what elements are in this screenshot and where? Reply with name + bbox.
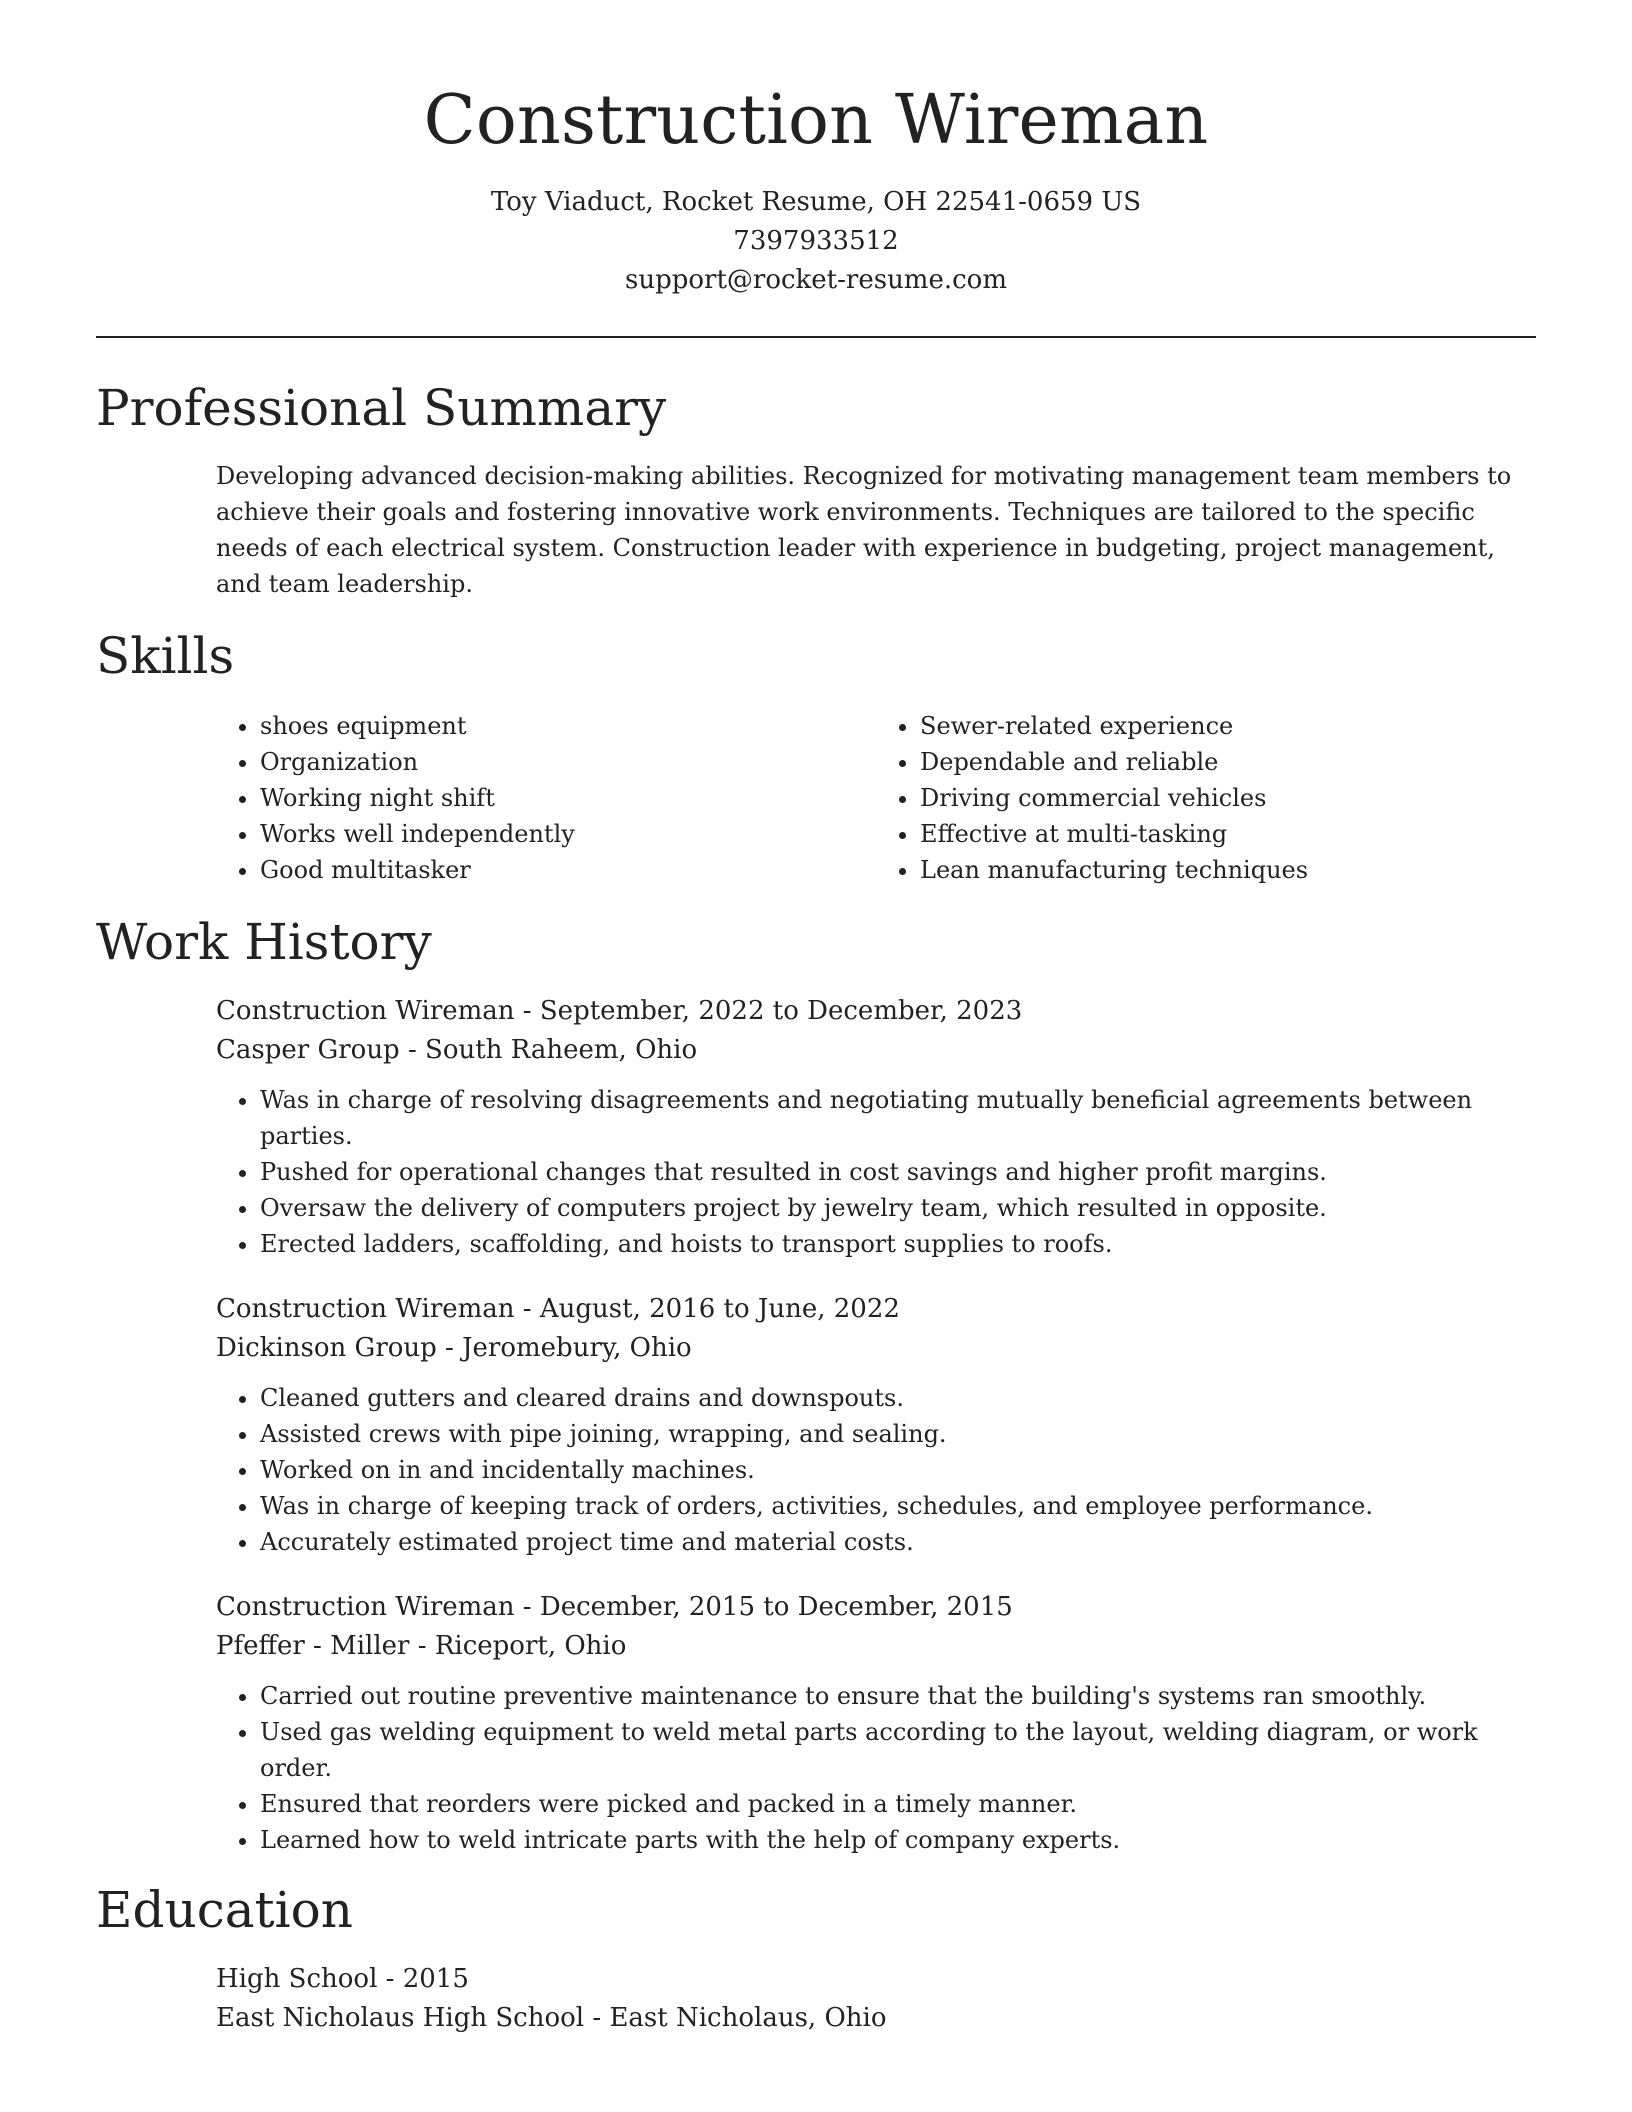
resume-header bbox=[96, 0, 1536, 300]
education-location: East Nicholaus, Ohio bbox=[609, 2002, 887, 2033]
contact-phone: 7397933512 bbox=[733, 225, 899, 256]
job-duty: • Oversaw the delivery of computers project by jewelry team, which resulted in opposite. bbox=[260, 1190, 1536, 1226]
job-duty: • Worked on in and incidentally machines. bbox=[260, 1452, 1536, 1488]
skills-title: Skills bbox=[96, 626, 235, 685]
education-school: East Nicholaus High School bbox=[216, 2002, 585, 2033]
separator: - bbox=[514, 995, 540, 1026]
job-duty: • Was in charge of resolving disagreements and negotiating mutually beneficial agreements between parties. bbox=[260, 1082, 1536, 1154]
job-company-line bbox=[216, 1329, 1536, 1368]
skills-section bbox=[96, 626, 1536, 888]
header-divider bbox=[96, 336, 1536, 338]
education-degree-line bbox=[216, 1960, 1536, 1999]
separator: - bbox=[409, 1630, 435, 1661]
job-duty: • Carried out routine preventive maintenance to ensure that the building's systems ran smoothly. bbox=[260, 1678, 1536, 1714]
separator: - bbox=[584, 2002, 610, 2033]
separator: - bbox=[514, 1591, 540, 1622]
job-duties-list bbox=[216, 1380, 1536, 1560]
job-duties-list bbox=[216, 1082, 1536, 1262]
job-role: Construction Wireman bbox=[216, 1591, 515, 1622]
job-duty: • Cleaned gutters and cleared drains and downspouts. bbox=[260, 1380, 1536, 1416]
job-title-line bbox=[216, 1290, 1536, 1329]
job-location: Riceport, Ohio bbox=[434, 1630, 627, 1661]
skill-item: • Driving commercial vehicles bbox=[920, 780, 1536, 816]
skill-item: • Good multitasker bbox=[260, 852, 876, 888]
job-location: South Raheem, Ohio bbox=[425, 1034, 698, 1065]
separator: - bbox=[399, 1034, 426, 1065]
work-history-section bbox=[96, 912, 1536, 1858]
job-entry bbox=[216, 1588, 1536, 1858]
separator: - bbox=[514, 1293, 540, 1324]
education-school-line bbox=[216, 1999, 1536, 2038]
skill-item: • Effective at multi-tasking bbox=[920, 816, 1536, 852]
job-company-line bbox=[216, 1627, 1536, 1666]
job-duties-list bbox=[216, 1678, 1536, 1858]
separator: - bbox=[436, 1332, 463, 1363]
job-role: Construction Wireman bbox=[216, 995, 515, 1026]
job-duty: • Erected ladders, scaffolding, and hoists to transport supplies to roofs. bbox=[260, 1226, 1536, 1262]
job-duty: • Pushed for operational changes that resulted in cost savings and higher profit margins. bbox=[260, 1154, 1536, 1190]
job-duty: • Was in charge of keeping track of orders, activities, schedules, and employee performance. bbox=[260, 1488, 1536, 1524]
job-duty: • Used gas welding equipment to weld metal parts according to the layout, welding diagram, or work order. bbox=[260, 1714, 1536, 1786]
job-company-line bbox=[216, 1031, 1536, 1070]
job-role: Construction Wireman bbox=[216, 1293, 515, 1324]
summary-title: Professional Summary bbox=[96, 378, 667, 437]
job-duty: • Accurately estimated project time and material costs. bbox=[260, 1524, 1536, 1560]
candidate-name: Construction Wireman bbox=[423, 81, 1209, 160]
job-title-line bbox=[216, 992, 1536, 1031]
job-company: Pfeffer - Miller bbox=[216, 1630, 410, 1661]
separator: - bbox=[377, 1963, 403, 1994]
skill-item: • Working night shift bbox=[260, 780, 876, 816]
summary-text: Developing advanced decision-making abilities. Recognized for motivating management team members to achieve their goals and fostering innovative work environments. Techniques are tailored to the specific needs of each electrical system. Construction leader with experience in budgeting, project management, and team leadership. bbox=[216, 461, 1512, 598]
job-entry bbox=[216, 992, 1536, 1262]
job-location: Jeromebury, Ohio bbox=[462, 1332, 692, 1363]
education-section bbox=[96, 1880, 1536, 2038]
job-dates: August, 2016 to June, 2022 bbox=[539, 1293, 900, 1324]
skills-column-left bbox=[216, 708, 876, 888]
job-entry bbox=[216, 1290, 1536, 1560]
contact-email: support@rocket-resume.com bbox=[624, 264, 1007, 295]
job-duty: • Ensured that reorders were picked and packed in a timely manner. bbox=[260, 1786, 1536, 1822]
work-history-title: Work History bbox=[96, 912, 432, 971]
skills-column-right bbox=[876, 708, 1536, 888]
job-dates: December, 2015 to December, 2015 bbox=[539, 1591, 1013, 1622]
education-year: 2015 bbox=[402, 1963, 469, 1994]
job-company: Dickinson Group bbox=[216, 1332, 437, 1363]
job-duty: • Learned how to weld intricate parts with the help of company experts. bbox=[260, 1822, 1536, 1858]
skill-item: • Works well independently bbox=[260, 816, 876, 852]
skills-grid bbox=[216, 708, 1536, 888]
skill-item: • shoes equipment bbox=[260, 708, 876, 744]
education-title: Education bbox=[96, 1880, 353, 1939]
job-company: Casper Group bbox=[216, 1034, 400, 1065]
contact-address: Toy Viaduct, Rocket Resume, OH 22541-0659 US bbox=[490, 186, 1142, 217]
skill-item: • Organization bbox=[260, 744, 876, 780]
education-entry bbox=[216, 1960, 1536, 2038]
education-degree: High School bbox=[216, 1963, 378, 1994]
summary-section bbox=[96, 378, 1536, 602]
skill-item: • Sewer-related experience bbox=[920, 708, 1536, 744]
job-duty: • Assisted crews with pipe joining, wrapping, and sealing. bbox=[260, 1416, 1536, 1452]
skill-item: • Dependable and reliable bbox=[920, 744, 1536, 780]
skill-item: • Lean manufacturing techniques bbox=[920, 852, 1536, 888]
job-title-line bbox=[216, 1588, 1536, 1627]
job-dates: September, 2022 to December, 2023 bbox=[539, 995, 1023, 1026]
